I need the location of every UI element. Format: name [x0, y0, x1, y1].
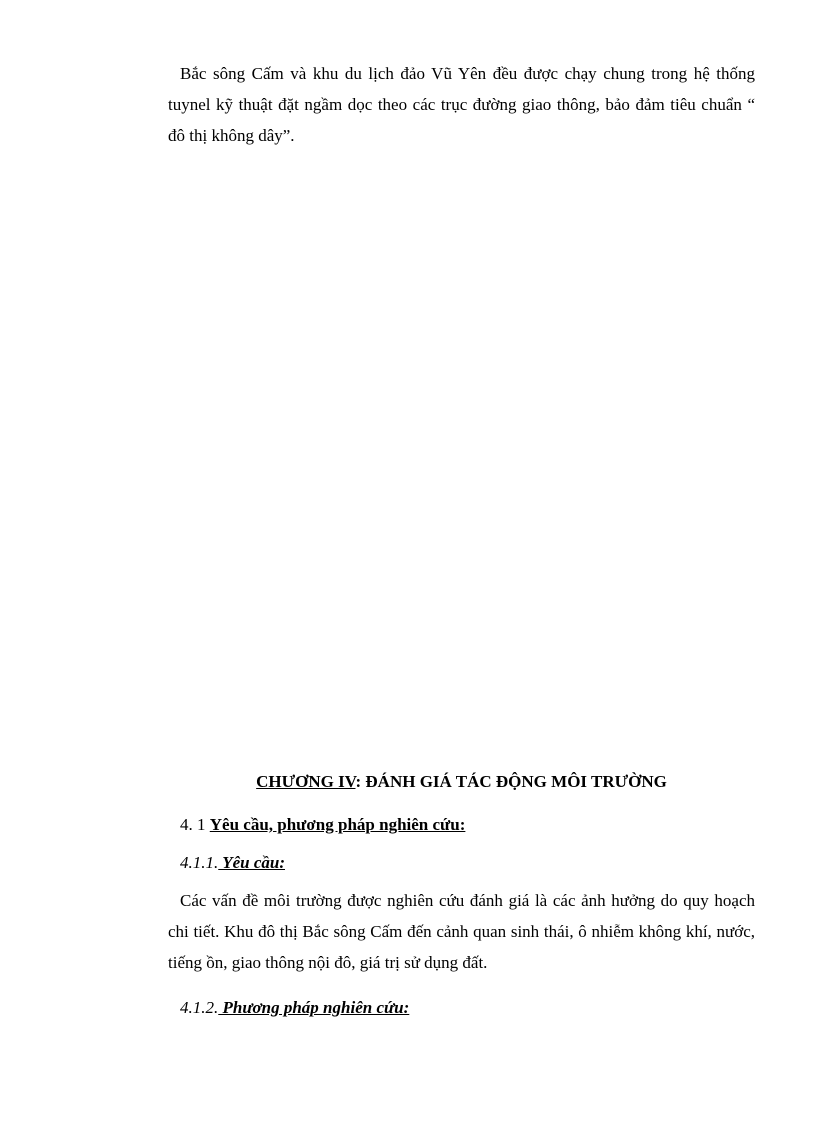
section-4-1-heading	[180, 813, 465, 837]
paragraph-underground-tunnel: Bắc sông Cấm và khu du lịch đảo Vũ Yên đều được chạy chung trong hệ thống tuynel kỹ thuật đặt ngầm dọc theo các trục đường giao thông, bảo đảm tiêu chuẩn “ đô thị không dây”.	[168, 64, 755, 145]
chapter-title	[168, 770, 755, 794]
section-4-1-1-heading	[180, 851, 285, 875]
section-4-1-2-title: Phương pháp nghiên cứu:	[218, 998, 410, 1017]
section-4-1-number: 4. 1	[180, 815, 210, 834]
chapter-name: : ĐÁNH GIÁ TÁC ĐỘNG MÔI TRƯỜNG	[355, 772, 667, 791]
section-4-1-title: Yêu cầu, phương pháp nghiên cứu:	[209, 815, 466, 834]
section-4-1-2-number: 4.1.2.	[180, 998, 219, 1017]
chapter-number: CHƯƠNG IV	[256, 772, 356, 791]
section-4-1-2-heading	[180, 996, 409, 1020]
section-4-1-1-number: 4.1.1.	[180, 853, 219, 872]
section-4-1-1-title: Yêu cầu:	[218, 853, 285, 872]
paragraph-environmental-issues: Các vấn đề môi trường được nghiên cứu đánh giá là các ảnh hưởng do quy hoạch chi tiết. Khu đô thị Bắc sông Cấm đến cảnh quan sinh thái, ô nhiễm không khí, nước, tiếng ồn, giao thông nội đô, giá trị sử dụng đất.	[168, 891, 755, 972]
